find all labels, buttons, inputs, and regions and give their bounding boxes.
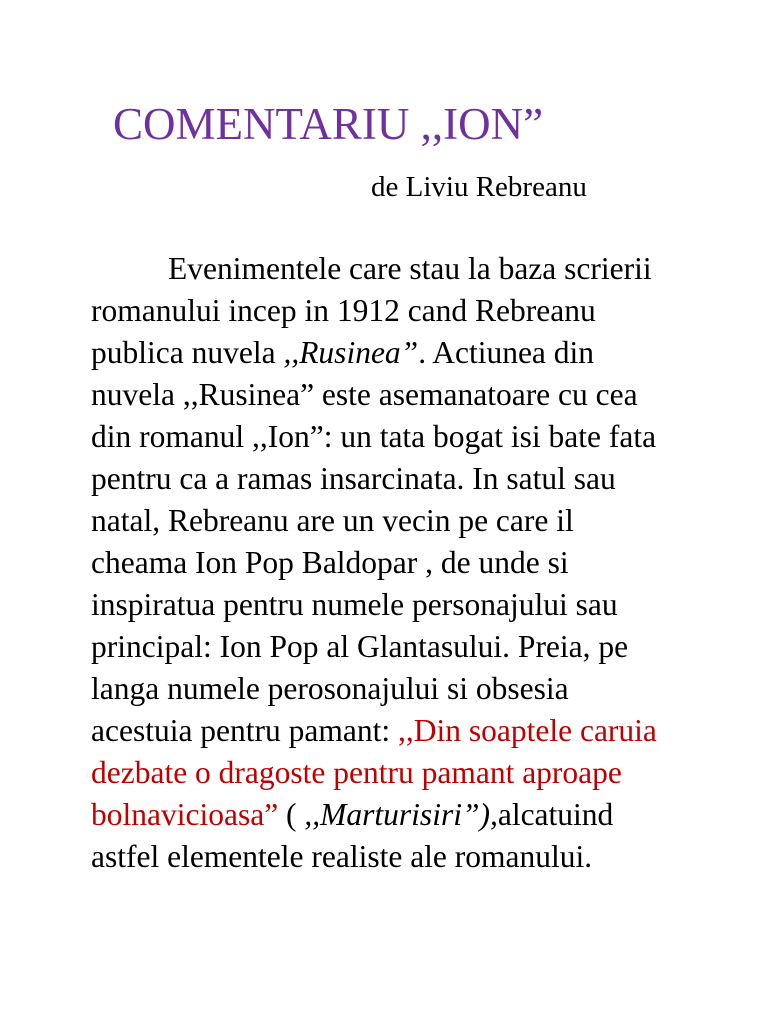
body-text: alcatuind xyxy=(497,797,614,832)
body-line: romanului incep in 1912 cand Rebreanu xyxy=(91,293,596,328)
document-body xyxy=(91,248,691,878)
quote-line: dezbate o dragoste pentru pamant aproape xyxy=(91,755,622,790)
italic-title: ,,Rusinea” xyxy=(283,335,419,370)
body-line xyxy=(91,710,691,752)
quote-text: bolnavicioasa” xyxy=(91,797,279,832)
body-line: cheama Ion Pop Baldopar , de unde si xyxy=(91,545,569,580)
quote-text: ,,Din soaptele caruia xyxy=(398,713,657,748)
body-text: ( xyxy=(278,797,305,832)
body-text: acestuia pentru pamant: xyxy=(91,713,399,748)
body-text: publica nuvela xyxy=(91,335,284,370)
body-text: . Actiunea din xyxy=(418,335,595,370)
body-line xyxy=(91,248,691,290)
body-line: nuvela ,,Rusinea” este asemanatoare cu cea xyxy=(91,377,638,412)
body-line: principal: Ion Pop al Glantasului. Preia, pe xyxy=(91,629,629,664)
body-line: langa numele perosonajului si obsesia xyxy=(91,671,569,706)
document-title: COMENTARIU ,,ION” xyxy=(113,99,544,149)
body-line: natal, Rebreanu are un vecin pe care il xyxy=(91,503,574,538)
body-line xyxy=(91,332,691,374)
italic-citation: ,,Marturisiri”), xyxy=(304,797,498,832)
body-line: pentru ca a ramas insarcinata. In satul sau xyxy=(91,461,616,496)
body-text: Evenimentele care stau la baza scrierii xyxy=(168,251,652,286)
body-line: inspiratua pentru numele personajului sau xyxy=(91,587,618,622)
body-line: din romanul ,,Ion”: un tata bogat isi bate fata xyxy=(91,419,657,454)
body-line xyxy=(91,794,691,836)
body-line: astfel elementele realiste ale romanului. xyxy=(91,839,593,874)
document-byline: de Liviu Rebreanu xyxy=(371,171,587,203)
